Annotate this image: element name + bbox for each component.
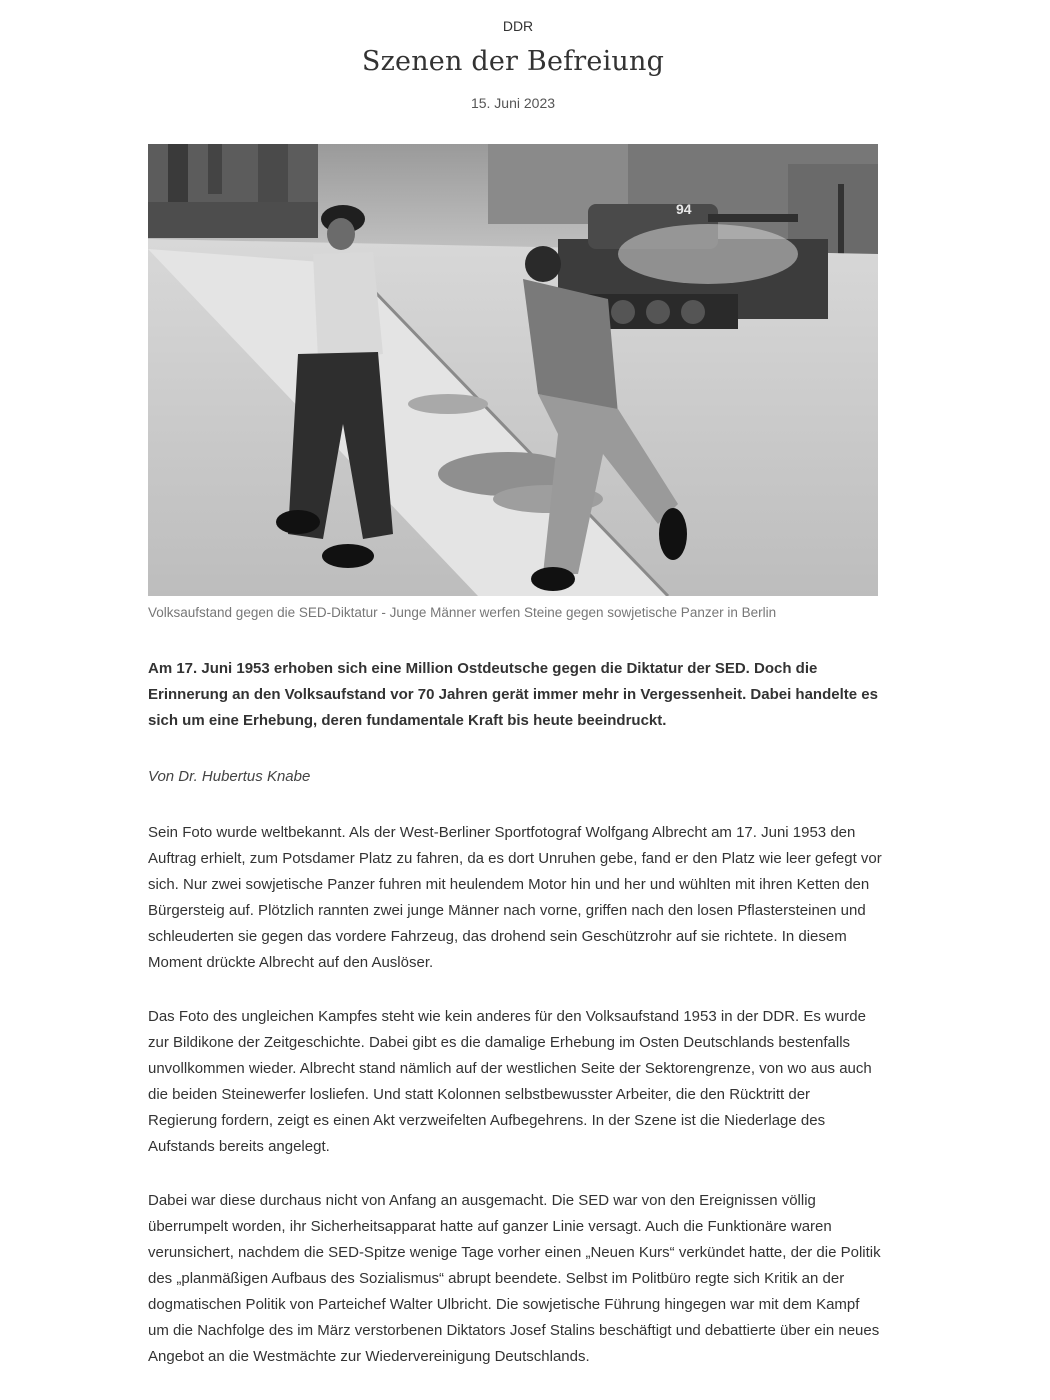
page-title: Szenen der Befreiung [361, 46, 665, 77]
photo-stone-throwers-tank-icon [148, 144, 878, 596]
paragraph-2: Das Foto des ungleichen Kampfes steht wie kein anderes für den Volksaufstand 1953 in der DDR. Es wurde zur Bildikone der Zeitgeschichte. Dabei gibt es die damalige Erhebung im Osten Deutschlands bestenfalls unvollkommen wieder. Albrecht stand nämlich auf der westlichen Seite der Sektorengrenze, von wo aus auch die beiden Steinewerfer losliefen. Und statt Kolonnen selbstbewusster Arbeiter, die den Rücktritt der Regierung fordern, zeigt es einen Akt verzweifelten Aufbegehrens. In der Szene ist die Niederlage des Aufstands bereits angelegt. [148, 1008, 872, 1155]
article-lead: Am 17. Juni 1953 erhoben sich eine Million Ostdeutsche gegen die Diktatur der SED. Doch die Erinnerung an den Volksaufstand vor 70 Jahren gerät immer mehr in Vergessenheit. Dabei handelte es sich um eine Erhebung, deren fundamentale Kraft bis heute beeindruckt. [148, 660, 878, 729]
publish-date: 15. Juni 2023 [470, 95, 556, 111]
article-photo [148, 144, 878, 596]
svg-text:94: 94 [676, 201, 692, 217]
photo-caption: Volksaufstand gegen die SED-Diktatur - Junge Männer werfen Steine gegen sowjetische Panzer in Berlin [148, 605, 777, 620]
article-author: Von Dr. Hubertus Knabe [148, 768, 311, 785]
category-link[interactable]: DDR [502, 18, 534, 34]
paragraph-1: Sein Foto wurde weltbekannt. Als der West-Berliner Sportfotograf Wolfgang Albrecht am 17. Juni 1953 den Auftrag erhielt, zum Potsdamer Platz zu fahren, da es dort Unruhen gebe, fand er den Platz wie leer gefegt vor sich. Nur zwei sowjetische Panzer fuhren mit heulendem Motor hin und her und wühlten mit ihren Ketten den Bürgersteig auf. Plötzlich rannten zwei junge Männer nach vorne, griffen nach den losen Pflastersteinen und schleuderten sie gegen das vordere Fahrzeug, das drohend sein Geschützrohr auf sie richtete. In diesem Moment drückte Albrecht auf den Auslöser. [148, 824, 882, 971]
article-body [148, 656, 883, 1398]
paragraph-3: Dabei war diese durchaus nicht von Anfang an ausgemacht. Die SED war von den Ereignissen völlig überrumpelt worden, ihr Sicherheitsapparat hatte auf ganzer Linie versagt. Auch die Funktionäre waren verunsichert, nachdem die SED-Spitze wenige Tage vorher einen „Neuen Kurs“ verkündet hatte, der die Politik des „planmäßigen Aufbaus des Sozialismus“ abrupt beendete. Selbst im Politbüro regte sich Kritik an der dogmatischen Politik von Parteichef Walter Ulbricht. Die sowjetische Führung hingegen war mit dem Kampf um die Nachfolge des im März verstorbenen Diktators Josef Stalins beschäftigt und debattierte über ein neues Angebot an die Westmächte zur Wiedervereinigung Deutschlands. [148, 1192, 881, 1365]
